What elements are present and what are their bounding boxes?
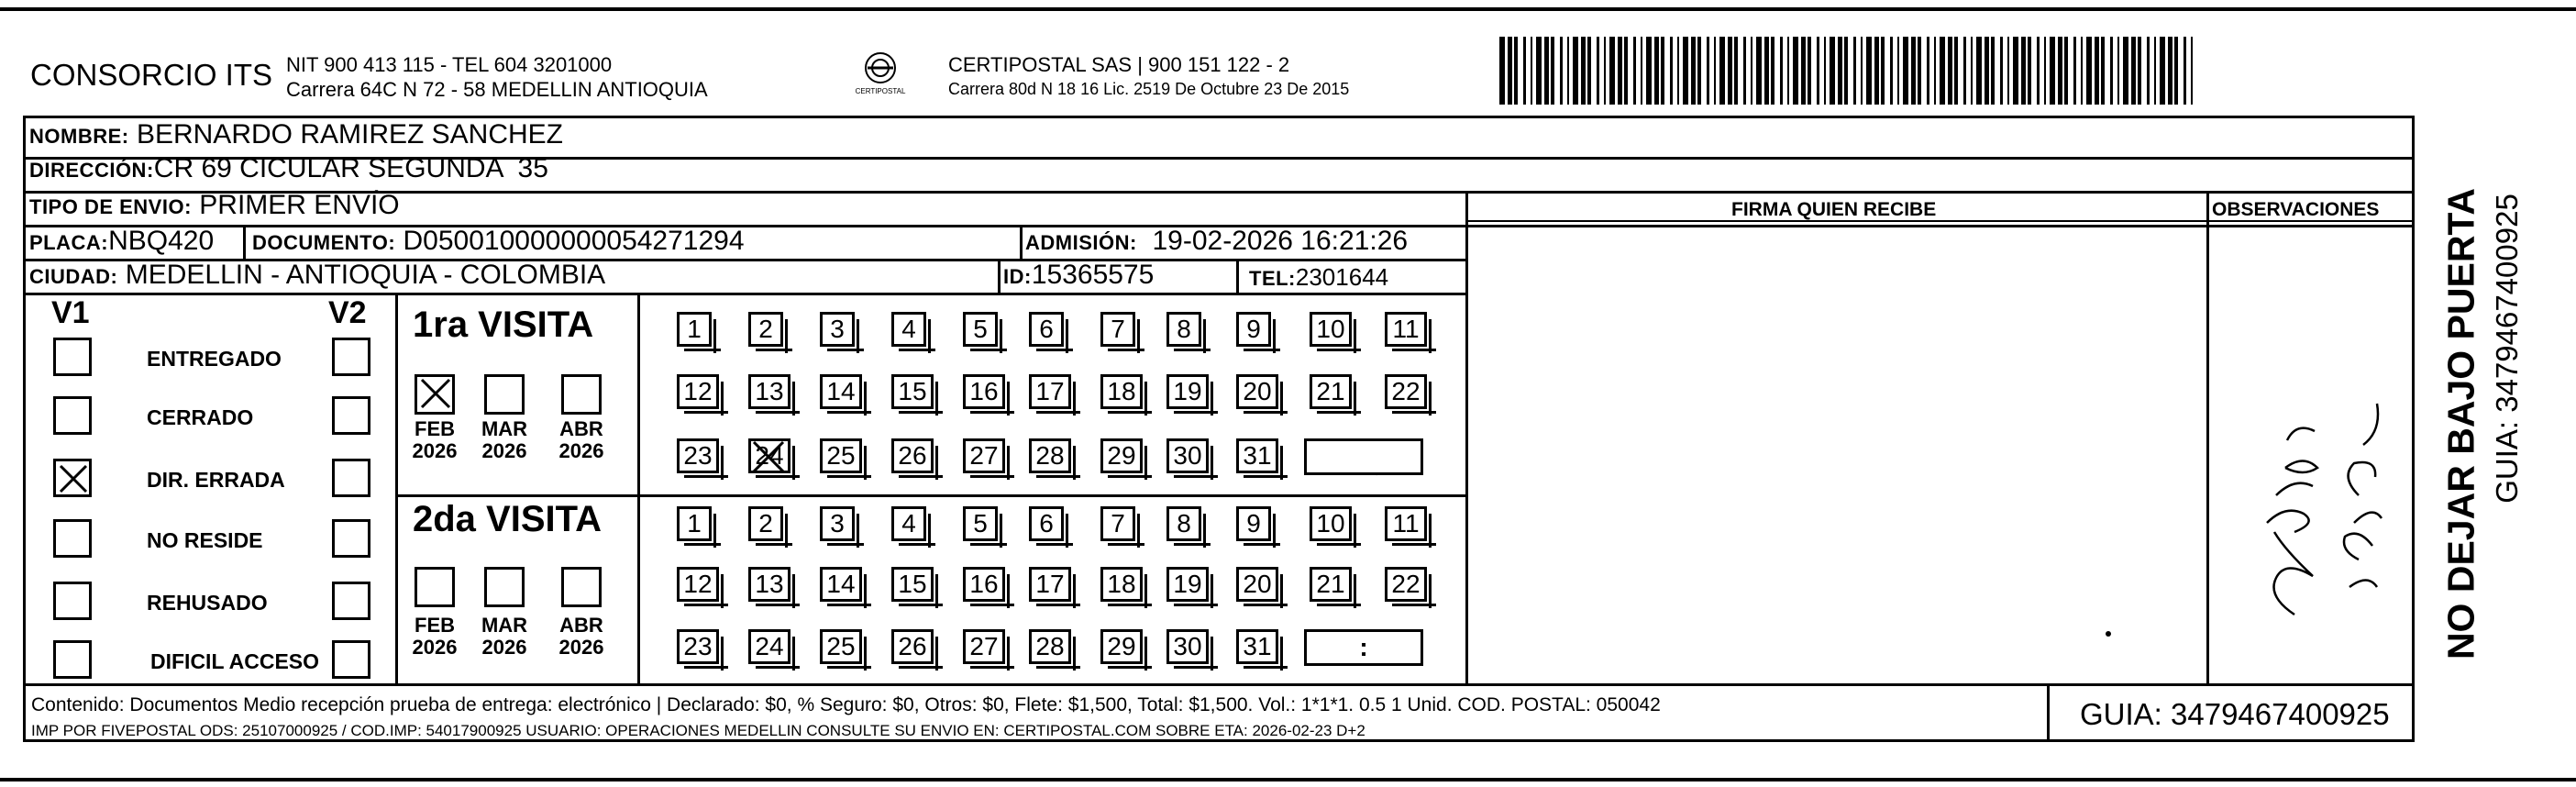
second-visit-day-29[interactable]: 29 [1100, 629, 1143, 664]
direccion-value: CR 69 CICULAR SEGUNDA 35 [153, 153, 548, 183]
first-visit-day-1[interactable]: 1 [677, 312, 712, 347]
footer-divider [26, 683, 2412, 686]
second-visit-day-10[interactable]: 10 [1310, 506, 1352, 541]
first-visit-month-checkbox[interactable] [484, 374, 525, 415]
second-visit-day-28[interactable]: 28 [1029, 629, 1071, 664]
admision-value: 19-02-2026 16:21:26 [1152, 226, 1409, 256]
month-name: ABR [559, 614, 603, 637]
first-visit-day-14[interactable]: 14 [820, 374, 862, 409]
first-visit-day-28[interactable]: 28 [1029, 438, 1071, 473]
first-visit-day-25[interactable]: 25 [820, 438, 862, 473]
tipo-value: PRIMER ENVÍO [199, 190, 400, 220]
second-visit-day-25[interactable]: 25 [820, 629, 862, 664]
tipo-field: TIPO DE ENVIO: PRIMER ENVÍO [29, 190, 400, 220]
status-label: CERRADO [147, 405, 254, 429]
v2-label: V2 [328, 295, 367, 330]
signature-scribble [2230, 367, 2395, 642]
status-label: REHUSADO [147, 591, 268, 615]
second-visit-month-checkbox[interactable] [415, 567, 455, 607]
second-visit-day-24[interactable]: 24 [748, 629, 790, 664]
carrier-line: CERTIPOSTAL SAS | 900 151 122 - 2 [948, 53, 1290, 76]
first-visit-day-10[interactable]: 10 [1310, 312, 1352, 347]
v2-checkbox[interactable] [332, 582, 370, 620]
first-visit-month-label [407, 418, 462, 462]
first-visit-day-2[interactable]: 2 [748, 312, 783, 347]
status-label: DIFICIL ACCESO [150, 649, 320, 673]
first-visit-day-12[interactable]: 12 [677, 374, 719, 409]
col-divider [1465, 191, 1468, 683]
second-visit-time-box[interactable]: : [1304, 629, 1423, 666]
second-visit-title: 2da VISITA [413, 499, 602, 539]
barcode [1499, 37, 2196, 105]
tel-value: 2301644 [1295, 263, 1389, 291]
first-visit-day-17[interactable]: 17 [1029, 374, 1071, 409]
second-visit-day-1[interactable]: 1 [677, 506, 712, 541]
nombre-field: NOMBRE: BERNARDO RAMIREZ SANCHEZ [29, 119, 563, 150]
second-visit-day-14[interactable]: 14 [820, 567, 862, 602]
bottom-rule [0, 778, 2576, 781]
ciudad-value: MEDELLIN - ANTIOQUIA - COLOMBIA [125, 260, 606, 290]
documento-value: D050010000000054271294 [403, 226, 745, 256]
second-visit-day-21[interactable]: 21 [1310, 567, 1352, 602]
second-visit-day-4[interactable]: 4 [891, 506, 926, 541]
first-visit-day-22[interactable]: 22 [1385, 374, 1427, 409]
month-year: 2026 [412, 636, 458, 659]
second-visit-day-3[interactable]: 3 [820, 506, 855, 541]
row-divider [26, 293, 1465, 295]
first-visit-day-19[interactable]: 19 [1166, 374, 1209, 409]
second-visit-day-16[interactable]: 16 [963, 567, 1005, 602]
second-visit-day-18[interactable]: 18 [1100, 567, 1143, 602]
first-visit-day-23[interactable]: 23 [677, 438, 719, 473]
second-visit-month-label [477, 615, 532, 659]
second-visit-day-19[interactable]: 19 [1166, 567, 1209, 602]
tel-field: TEL:2301644 [1249, 263, 1389, 291]
second-visit-day-22[interactable]: 22 [1385, 567, 1427, 602]
id-field: ID:15365575 [1003, 260, 1155, 290]
second-visit-day-17[interactable]: 17 [1029, 567, 1071, 602]
second-visit-day-13[interactable]: 13 [748, 567, 790, 602]
col-divider [637, 293, 640, 683]
v1-checkbox[interactable] [53, 582, 92, 620]
second-visit-day-27[interactable]: 27 [963, 629, 1005, 664]
month-name: FEB [415, 417, 455, 440]
first-visit-day-29[interactable]: 29 [1100, 438, 1143, 473]
month-name: ABR [559, 417, 603, 440]
id-value: 15365575 [1031, 260, 1155, 290]
company-nit: NIT 900 413 115 - TEL 604 3201000 [286, 53, 613, 76]
day-24-x-mark [750, 438, 787, 475]
second-visit-day-23[interactable]: 23 [677, 629, 719, 664]
row-divider [1465, 225, 2412, 227]
direccion-field: DIRECCIÓN:CR 69 CICULAR SEGUNDA 35 [29, 153, 548, 183]
placa-value: NBQ420 [108, 226, 215, 256]
first-visit-day-11[interactable]: 11 [1385, 312, 1427, 347]
v2-checkbox[interactable] [332, 459, 370, 497]
col-divider [2206, 191, 2209, 683]
first-visit-day-16[interactable]: 16 [963, 374, 1005, 409]
first-visit-day-13[interactable]: 13 [748, 374, 790, 409]
second-visit-day-6[interactable]: 6 [1029, 506, 1064, 541]
first-visit-day-7[interactable]: 7 [1100, 312, 1135, 347]
first-visit-day-3[interactable]: 3 [820, 312, 855, 347]
v1-label: V1 [51, 295, 90, 330]
second-visit-day-5[interactable]: 5 [963, 506, 998, 541]
month-name: MAR [481, 614, 528, 637]
month-year: 2026 [481, 439, 527, 462]
first-visit-title: 1ra VISITA [413, 305, 594, 345]
col-divider [395, 293, 398, 683]
feb-x-mark [418, 376, 453, 411]
month-name: FEB [415, 614, 455, 637]
first-visit-day-30[interactable]: 30 [1166, 438, 1209, 473]
side-guia: GUIA: 3479467400925 [2490, 194, 2524, 504]
second-visit-day-20[interactable]: 20 [1236, 567, 1278, 602]
v2-checkbox[interactable] [332, 338, 370, 376]
second-visit-day-9[interactable]: 9 [1236, 506, 1271, 541]
second-visit-month-label [554, 615, 609, 659]
col-divider [243, 225, 246, 259]
second-visit-day-8[interactable]: 8 [1166, 506, 1201, 541]
status-label: NO RESIDE [147, 528, 263, 552]
contenido-text: Contenido: Documentos Medio recepción prueba de entrega: electrónico | Declarado: $0, % Seguro: $0, Otros: $0, Flete: $1,500, Total: $1,500. Vol.: 1*1*1. 0.5 1 Unid. COD. POSTAL: 050042 [31, 694, 1661, 715]
second-visit-day-12[interactable]: 12 [677, 567, 719, 602]
first-visit-month-label [554, 418, 609, 462]
month-year: 2026 [481, 636, 527, 659]
second-visit-month-label [407, 615, 462, 659]
first-visit-day-27[interactable]: 27 [963, 438, 1005, 473]
month-year: 2026 [412, 439, 458, 462]
v1-checkbox[interactable] [53, 519, 92, 558]
second-visit-month-checkbox[interactable] [484, 567, 525, 607]
first-visit-day-8[interactable]: 8 [1166, 312, 1201, 347]
col-divider [998, 259, 1001, 293]
v2-checkbox[interactable] [332, 640, 370, 679]
second-visit-day-2[interactable]: 2 [748, 506, 783, 541]
v1-checkbox[interactable] [53, 396, 92, 435]
first-visit-day-18[interactable]: 18 [1100, 374, 1143, 409]
visit-divider [395, 494, 1465, 497]
first-visit-day-6[interactable]: 6 [1029, 312, 1064, 347]
dir-errada-x-mark [57, 462, 90, 495]
admision-field: ADMISIÓN: 19-02-2026 16:21:26 [1025, 226, 1409, 256]
first-visit-day-15[interactable]: 15 [891, 374, 934, 409]
first-visit-day-9[interactable]: 9 [1236, 312, 1271, 347]
second-visit-month-checkbox[interactable] [561, 567, 602, 607]
first-visit-month-checkbox[interactable] [561, 374, 602, 415]
status-label: DIR. ERRADA [147, 468, 285, 492]
footer-guia: GUIA: 3479467400925 [2080, 697, 2390, 731]
second-visit-day-30[interactable]: 30 [1166, 629, 1209, 664]
col-divider [1236, 259, 1239, 293]
certipostal-logo [855, 48, 906, 103]
side-no-dejar: NO DEJAR BAJO PUERTA [2439, 187, 2482, 660]
second-visit-day-15[interactable]: 15 [891, 567, 934, 602]
second-visit-day-26[interactable]: 26 [891, 629, 934, 664]
documento-field: DOCUMENTO: D050010000000054271294 [252, 226, 745, 256]
first-visit-month-label [477, 418, 532, 462]
v2-checkbox[interactable] [332, 396, 370, 435]
placa-field: PLACA:NBQ420 [29, 226, 215, 256]
v1-checkbox[interactable] [53, 640, 92, 679]
col-divider [2047, 683, 2050, 739]
company-name: CONSORCIO ITS [30, 58, 273, 92]
nombre-value: BERNARDO RAMIREZ SANCHEZ [136, 119, 563, 150]
ciudad-field: CIUDAD: MEDELLIN - ANTIOQUIA - COLOMBIA [29, 260, 606, 290]
first-visit-time-box[interactable] [1304, 438, 1423, 475]
first-visit-day-31[interactable]: 31 [1236, 438, 1278, 473]
company-address: Carrera 64C N 72 - 58 MEDELLIN ANTIOQUIA [286, 78, 708, 101]
imp-text: IMP POR FIVEPOSTAL ODS: 25107000925 / COD.IMP: 54017900925 USUARIO: OPERACIONES MEDELLIN CONSULTE SU ENVIO EN: CERTIPOSTAL.COM SOBRE ETA: 2026-02-23 D+2 [31, 722, 1365, 739]
carrier-address: Carrera 80d N 18 16 Lic. 2519 De Octubre 23 De 2015 [948, 80, 1350, 98]
v1-checkbox[interactable] [53, 338, 92, 376]
v2-checkbox[interactable] [332, 519, 370, 558]
svg-text:CERTIPOSTAL: CERTIPOSTAL [855, 87, 906, 95]
first-visit-day-26[interactable]: 26 [891, 438, 934, 473]
observaciones-label: OBSERVACIONES [2212, 199, 2380, 220]
month-year: 2026 [558, 439, 604, 462]
second-visit-day-7[interactable]: 7 [1100, 506, 1135, 541]
top-rule [0, 7, 2576, 11]
first-visit-day-4[interactable]: 4 [891, 312, 926, 347]
second-visit-day-11[interactable]: 11 [1385, 506, 1427, 541]
dot-mark [2106, 631, 2111, 637]
month-name: MAR [481, 417, 528, 440]
first-visit-day-5[interactable]: 5 [963, 312, 998, 347]
first-visit-day-24[interactable]: 24 [748, 438, 790, 473]
firma-label: FIRMA QUIEN RECIBE [1731, 199, 1937, 220]
col-divider [1020, 225, 1023, 259]
second-visit-day-31[interactable]: 31 [1236, 629, 1278, 664]
status-label: ENTREGADO [147, 347, 282, 371]
first-visit-day-20[interactable]: 20 [1236, 374, 1278, 409]
month-year: 2026 [558, 636, 604, 659]
first-visit-day-21[interactable]: 21 [1310, 374, 1352, 409]
